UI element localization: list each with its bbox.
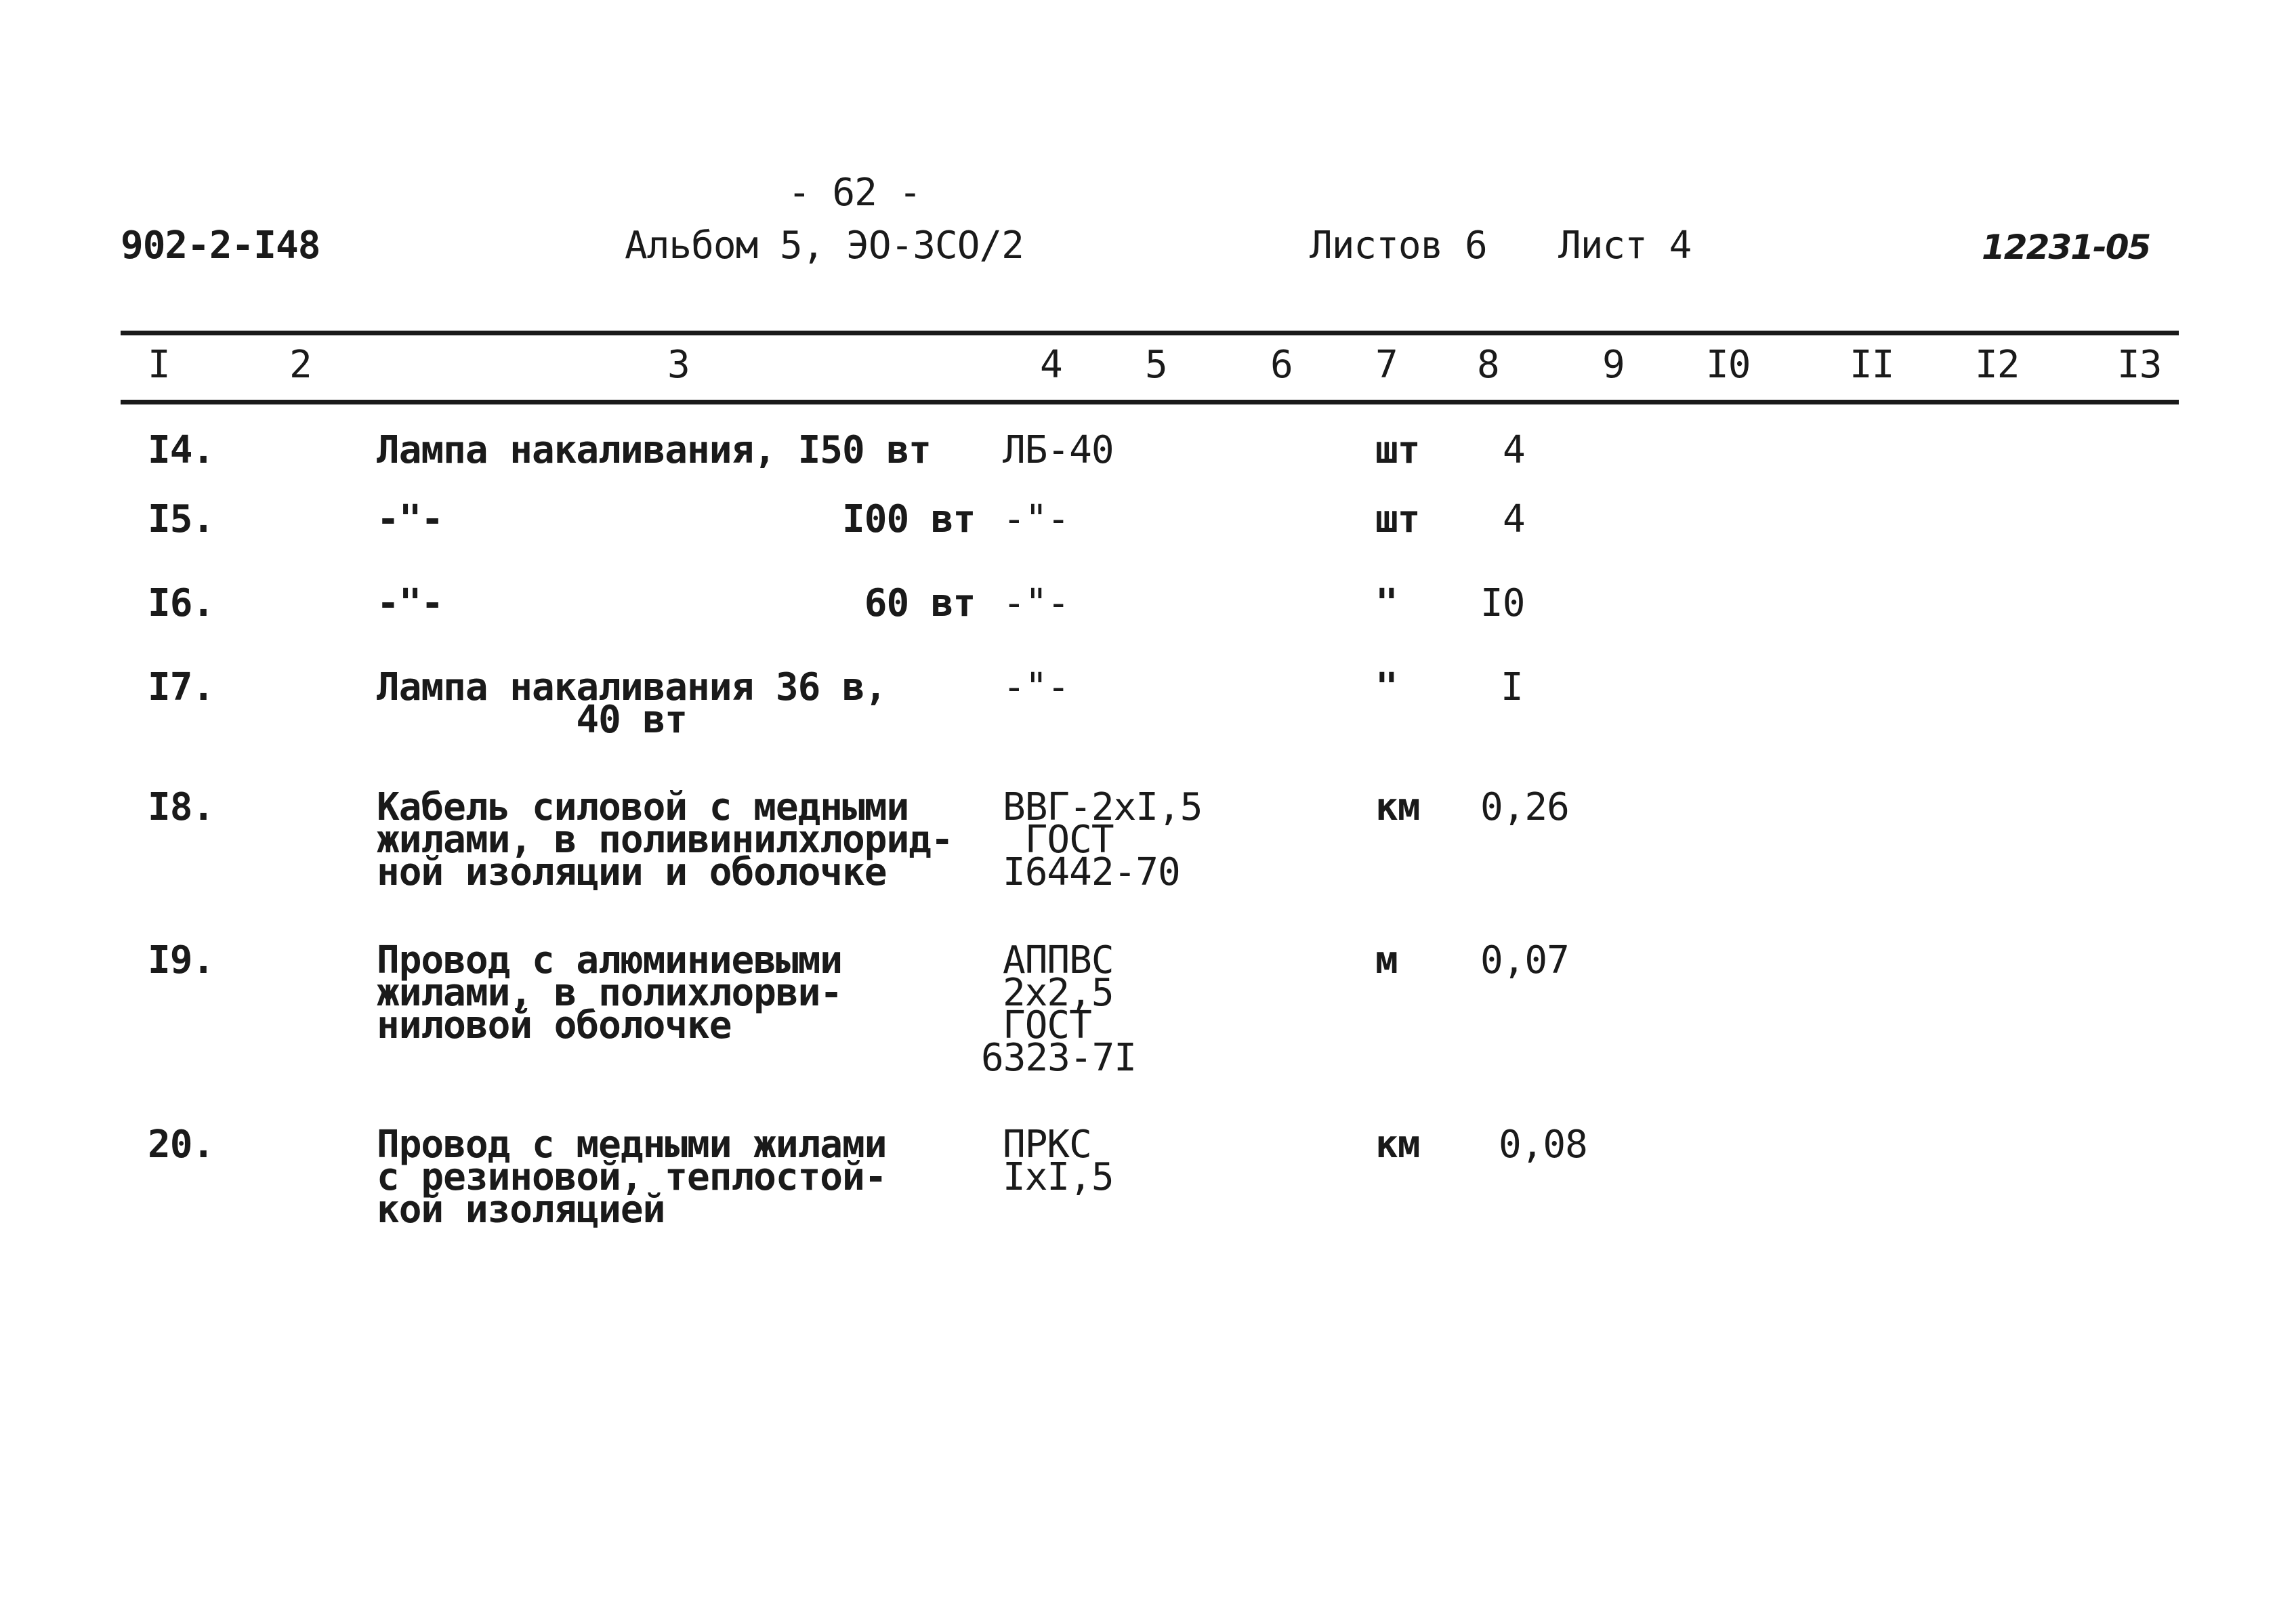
quantity: 4 bbox=[1503, 497, 1525, 541]
inventory-code: 12231-05 bbox=[1982, 228, 2150, 267]
item-type-line: -"- bbox=[1003, 497, 1070, 541]
item-name-line: 40 вт bbox=[377, 698, 688, 742]
column-number: 2 bbox=[289, 343, 312, 387]
sheet-number: Лист 4 bbox=[1558, 224, 1692, 268]
sheets-total: Листов 6 bbox=[1310, 224, 1487, 268]
quantity: I0 bbox=[1480, 581, 1525, 625]
row-number: 20. bbox=[148, 1123, 215, 1167]
quantity: 0,07 bbox=[1480, 938, 1569, 982]
column-number: 6 bbox=[1270, 343, 1293, 387]
row-number: I7. bbox=[148, 665, 215, 709]
page-number: - 62 - bbox=[788, 171, 921, 215]
album-title: Альбом 5, ЭО-3СО/2 bbox=[625, 224, 1024, 268]
unit: м bbox=[1375, 938, 1398, 982]
unit: км bbox=[1375, 1123, 1420, 1167]
item-name-line: кой изоляцией bbox=[377, 1188, 665, 1232]
unit: " bbox=[1375, 581, 1398, 625]
item-type-line: ВВГ-2хI,5 bbox=[1003, 785, 1203, 829]
item-type-line: ЛБ-40 bbox=[1003, 428, 1114, 472]
quantity: 4 bbox=[1503, 428, 1525, 472]
column-number: 8 bbox=[1477, 343, 1499, 387]
table-top-rule bbox=[121, 331, 2179, 335]
item-type-line: 2х2,5 bbox=[1003, 971, 1114, 1015]
item-name-line: ниловой оболочке bbox=[377, 1003, 732, 1047]
row-number: I6. bbox=[148, 581, 215, 625]
item-name-line: -"- I00 вт bbox=[377, 497, 976, 541]
item-name-line: Лампа накаливания, I50 вт bbox=[377, 428, 931, 472]
column-number: I0 bbox=[1706, 343, 1751, 387]
item-name-line: -"- 60 вт bbox=[377, 581, 976, 625]
row-number: I8. bbox=[148, 785, 215, 829]
doc-code: 902-2-I48 bbox=[121, 224, 320, 268]
unit: шт bbox=[1375, 428, 1420, 472]
item-type-line: ПРКС bbox=[1003, 1123, 1091, 1167]
quantity: I bbox=[1501, 665, 1523, 709]
item-type-line: -"- bbox=[1003, 581, 1070, 625]
quantity: 0,26 bbox=[1480, 785, 1569, 829]
column-number: 5 bbox=[1145, 343, 1167, 387]
item-name-line: ной изоляции и оболочке bbox=[377, 850, 887, 894]
row-number: I9. bbox=[148, 938, 215, 982]
item-type-line: I6442-70 bbox=[1003, 850, 1180, 894]
item-type-line: АППВС bbox=[1003, 938, 1114, 982]
unit: км bbox=[1375, 785, 1420, 829]
table-header-rule bbox=[121, 400, 2179, 404]
row-number: I4. bbox=[148, 428, 215, 472]
unit: " bbox=[1375, 665, 1398, 709]
item-name-line: Кабель силовой с медными bbox=[377, 785, 909, 829]
item-name-line: с резиновой, теплостой- bbox=[377, 1155, 887, 1199]
column-number: 7 bbox=[1375, 343, 1398, 387]
column-number: I2 bbox=[1975, 343, 2020, 387]
column-number: 9 bbox=[1602, 343, 1625, 387]
item-name-line: Провод с алюминиевыми bbox=[377, 938, 843, 982]
item-type-line: IхI,5 bbox=[1003, 1155, 1114, 1199]
column-number: I bbox=[148, 343, 170, 387]
item-type-line: 6323-7I bbox=[981, 1036, 1137, 1080]
item-name-line: Лампа накаливания 36 в, bbox=[377, 665, 887, 709]
unit: шт bbox=[1375, 497, 1420, 541]
item-name-line: жилами, в полихлорви- bbox=[377, 971, 843, 1015]
column-number: I3 bbox=[2117, 343, 2162, 387]
quantity: 0,08 bbox=[1499, 1123, 1587, 1167]
item-type-line: ГОСТ bbox=[1003, 818, 1114, 862]
column-number: II bbox=[1850, 343, 1894, 387]
item-type-line: -"- bbox=[1003, 665, 1070, 709]
column-number: 4 bbox=[1040, 343, 1062, 387]
item-name-line: жилами, в поливинилхлорид- bbox=[377, 818, 953, 862]
row-number: I5. bbox=[148, 497, 215, 541]
item-name-line: Провод с медными жилами bbox=[377, 1123, 887, 1167]
column-number: 3 bbox=[667, 343, 690, 387]
item-type-line: ГОСТ bbox=[1003, 1003, 1091, 1047]
